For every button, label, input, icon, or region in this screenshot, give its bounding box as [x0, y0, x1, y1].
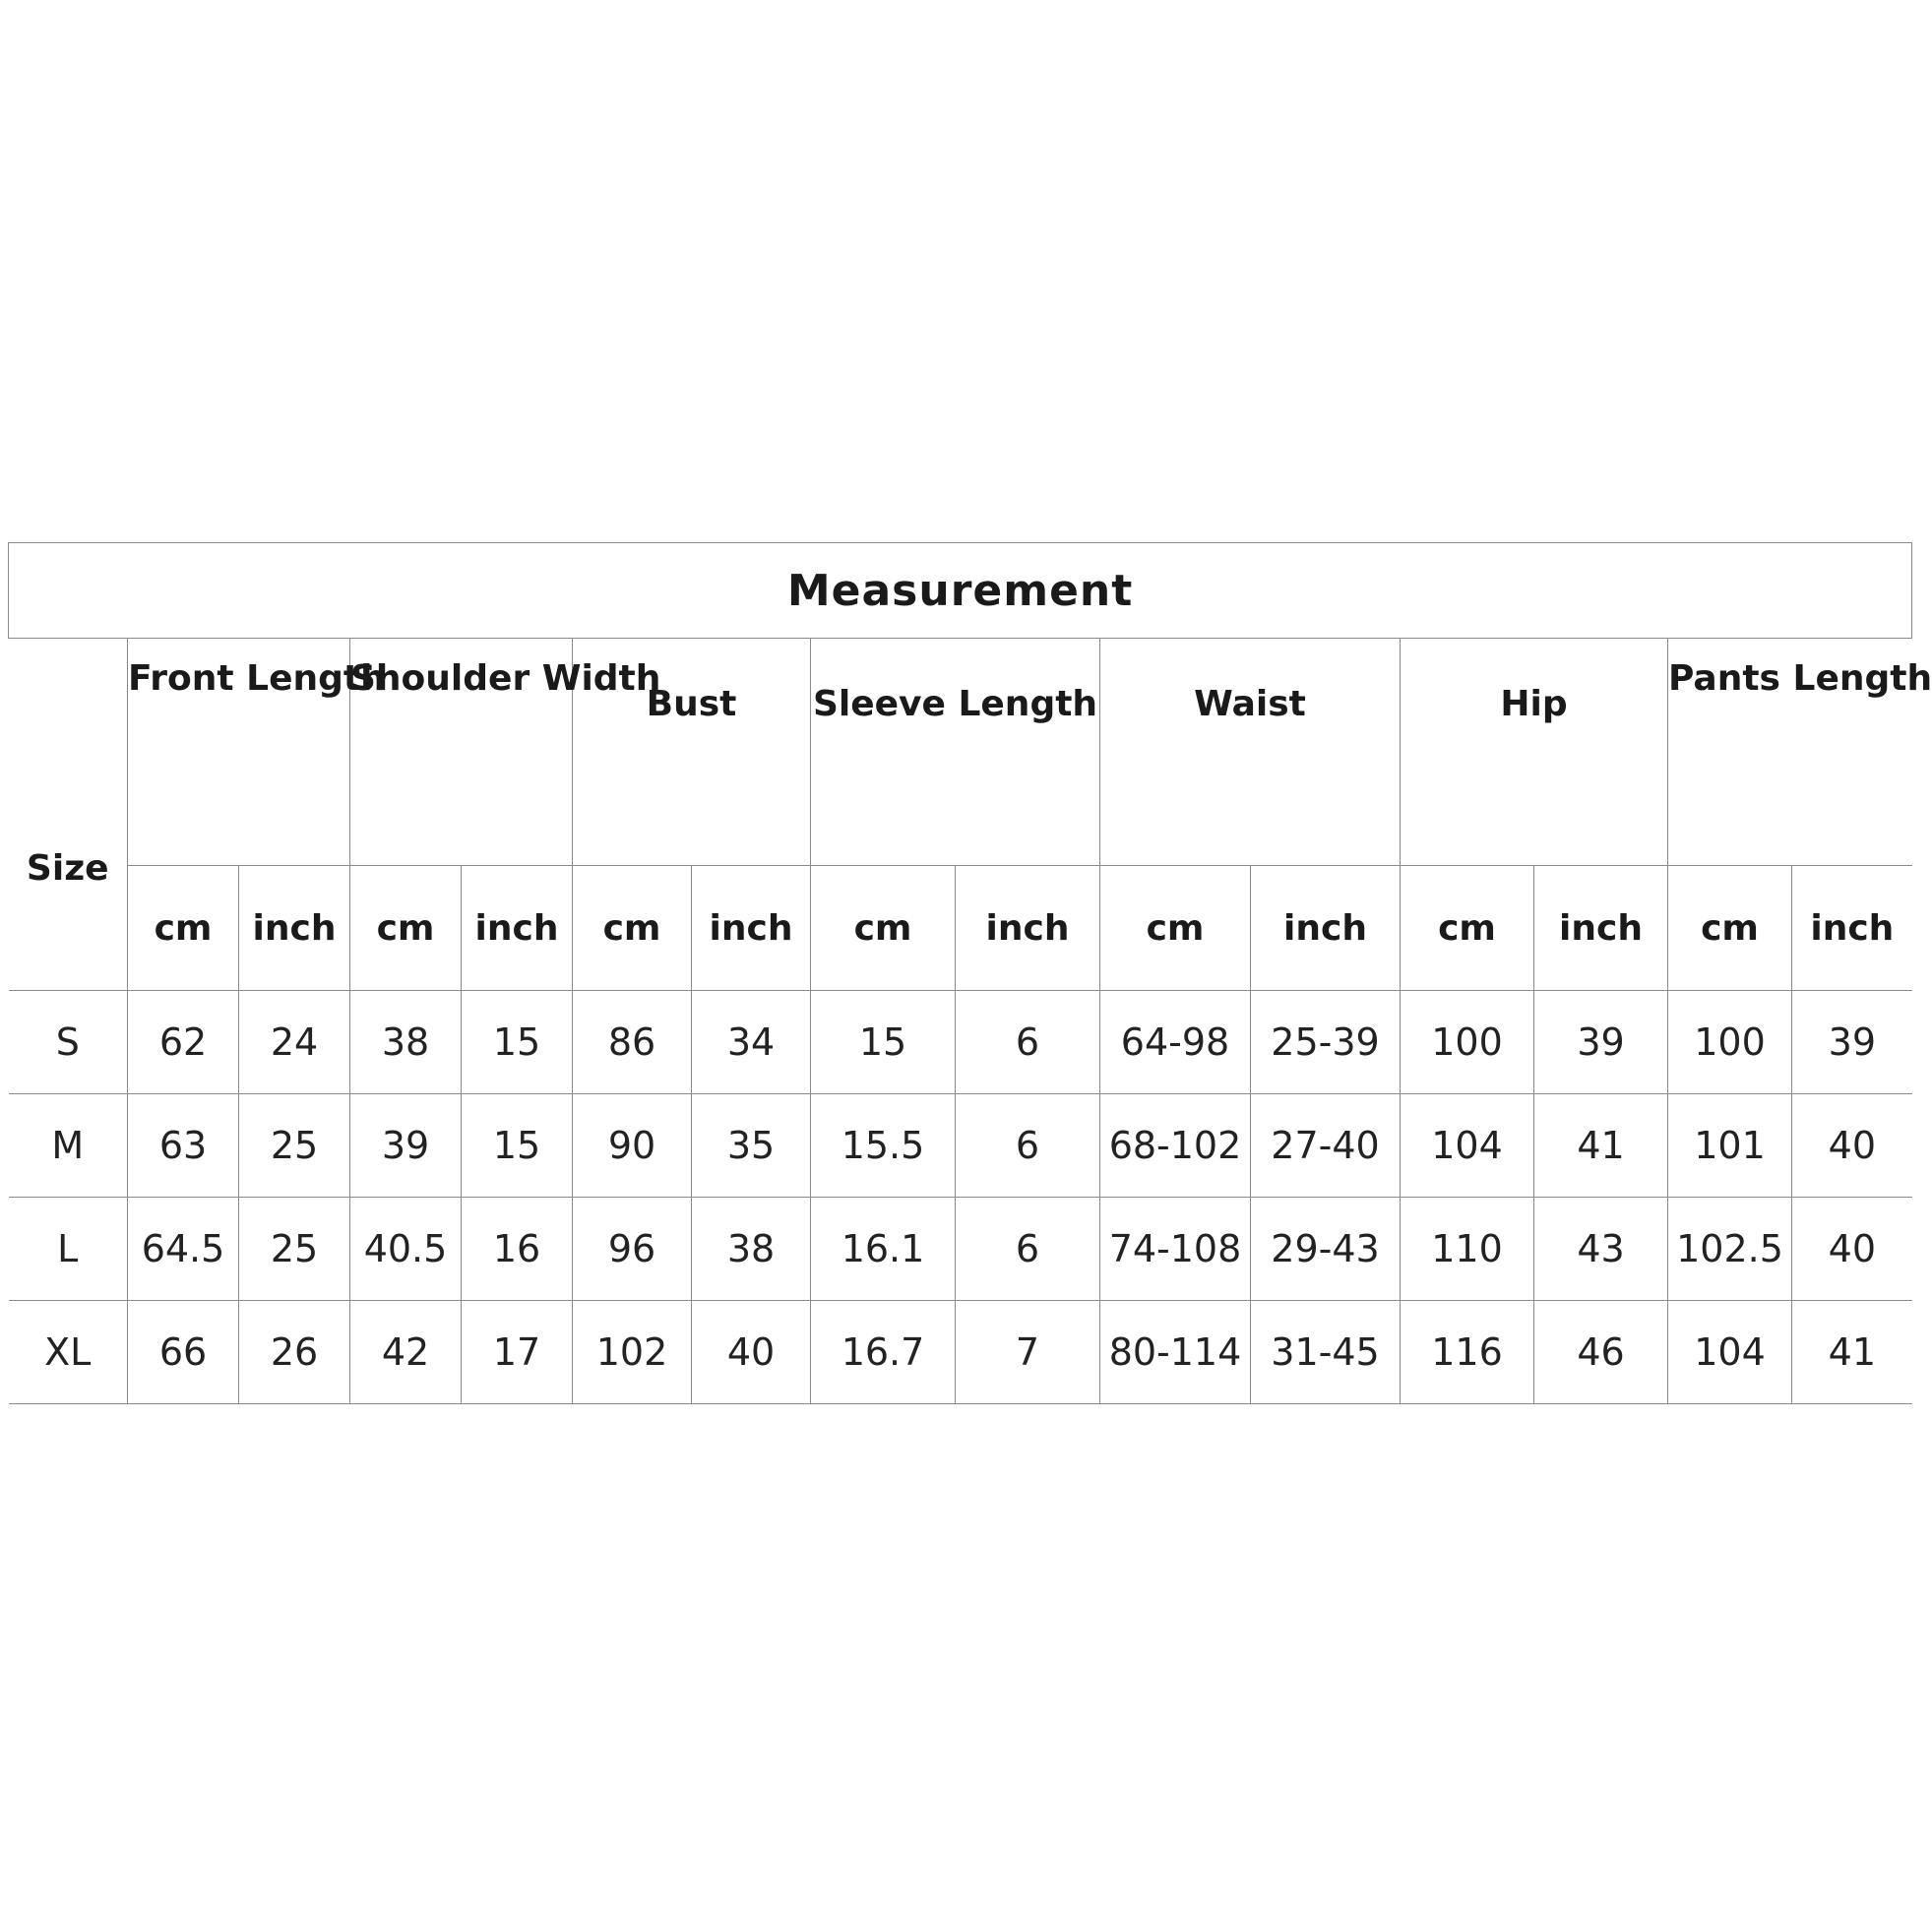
table-cell: 68-102	[1100, 1094, 1251, 1198]
table-cell: 40	[1792, 1198, 1912, 1301]
table-cell: 16.1	[811, 1198, 956, 1301]
table-cell: 41	[1534, 1094, 1668, 1198]
table-cell: 39	[1792, 991, 1912, 1094]
table-cell: 64-98	[1100, 991, 1251, 1094]
table-cell: 34	[692, 991, 811, 1094]
table-cell: 38	[350, 991, 462, 1094]
table-row	[9, 1094, 1912, 1198]
table-cell: 31-45	[1251, 1301, 1401, 1404]
unit-header-cm: cm	[350, 866, 462, 991]
unit-header-inch: inch	[462, 866, 573, 991]
table-cell: 15	[811, 991, 956, 1094]
table-cell: 100	[1668, 991, 1792, 1094]
table-cell: 35	[692, 1094, 811, 1198]
table-cell: 40	[1792, 1094, 1912, 1198]
table-cell: 100	[1401, 991, 1534, 1094]
table-cell: 74-108	[1100, 1198, 1251, 1301]
unit-header-cm: cm	[1401, 866, 1534, 991]
table-cell: 15	[462, 1094, 573, 1198]
unit-header-cm: cm	[1668, 866, 1792, 991]
unit-header-cm: cm	[811, 866, 956, 991]
table-cell: 27-40	[1251, 1094, 1401, 1198]
table-cell: 104	[1668, 1301, 1792, 1404]
unit-header-cm: cm	[1100, 866, 1251, 991]
unit-header-inch: inch	[1251, 866, 1401, 991]
table-cell: 40	[692, 1301, 811, 1404]
table-cell: 66	[128, 1301, 239, 1404]
unit-header-inch: inch	[692, 866, 811, 991]
group-header-sleeve-length: Sleeve Length	[811, 639, 1100, 866]
size-chart	[8, 542, 1932, 1404]
size-cell: L	[9, 1198, 128, 1301]
group-header-hip: Hip	[1401, 639, 1668, 866]
table-cell: 25-39	[1251, 991, 1401, 1094]
table-cell: 96	[573, 1198, 692, 1301]
unit-header-inch: inch	[956, 866, 1100, 991]
group-header-front-length: Front Length	[128, 639, 350, 866]
size-cell: S	[9, 991, 128, 1094]
table-cell: 62	[128, 991, 239, 1094]
size-cell: M	[9, 1094, 128, 1198]
unit-header-inch: inch	[1792, 866, 1912, 991]
table-row	[9, 1198, 1912, 1301]
size-cell: XL	[9, 1301, 128, 1404]
group-header-bust: Bust	[573, 639, 811, 866]
table-cell: 116	[1401, 1301, 1534, 1404]
table-cell: 17	[462, 1301, 573, 1404]
unit-header-inch: inch	[239, 866, 350, 991]
table-cell: 39	[350, 1094, 462, 1198]
table-cell: 110	[1401, 1198, 1534, 1301]
table-cell: 7	[956, 1301, 1100, 1404]
table-row	[9, 1301, 1912, 1404]
measurement-table	[8, 542, 1932, 1404]
table-cell: 102	[573, 1301, 692, 1404]
group-header-pants-length: Pants Length	[1668, 639, 1912, 866]
table-cell: 41	[1792, 1301, 1912, 1404]
table-cell: 39	[1534, 991, 1668, 1094]
table-cell: 40.5	[350, 1198, 462, 1301]
unit-header-inch: inch	[1534, 866, 1668, 991]
table-cell: 86	[573, 991, 692, 1094]
group-header-waist: Waist	[1100, 639, 1401, 866]
table-row	[9, 991, 1912, 1094]
table-cell: 46	[1534, 1301, 1668, 1404]
unit-header-cm: cm	[128, 866, 239, 991]
table-cell: 80-114	[1100, 1301, 1251, 1404]
table-cell: 90	[573, 1094, 692, 1198]
table-cell: 6	[956, 991, 1100, 1094]
unit-header-cm: cm	[573, 866, 692, 991]
table-cell: 43	[1534, 1198, 1668, 1301]
table-cell: 102.5	[1668, 1198, 1792, 1301]
table-cell: 25	[239, 1198, 350, 1301]
table-cell: 104	[1401, 1094, 1534, 1198]
table-title: Measurement	[9, 543, 1912, 639]
table-cell: 64.5	[128, 1198, 239, 1301]
table-cell: 24	[239, 991, 350, 1094]
table-cell: 42	[350, 1301, 462, 1404]
table-cell: 15	[462, 991, 573, 1094]
table-cell: 26	[239, 1301, 350, 1404]
group-header-shoulder-width: Shoulder Width	[350, 639, 573, 866]
table-cell: 6	[956, 1198, 1100, 1301]
table-cell: 29-43	[1251, 1198, 1401, 1301]
table-cell: 63	[128, 1094, 239, 1198]
table-cell: 6	[956, 1094, 1100, 1198]
table-cell: 101	[1668, 1094, 1792, 1198]
table-cell: 25	[239, 1094, 350, 1198]
table-cell: 16	[462, 1198, 573, 1301]
table-cell: 38	[692, 1198, 811, 1301]
table-cell: 16.7	[811, 1301, 956, 1404]
table-cell: 15.5	[811, 1094, 956, 1198]
size-column-header: Size	[9, 639, 128, 991]
